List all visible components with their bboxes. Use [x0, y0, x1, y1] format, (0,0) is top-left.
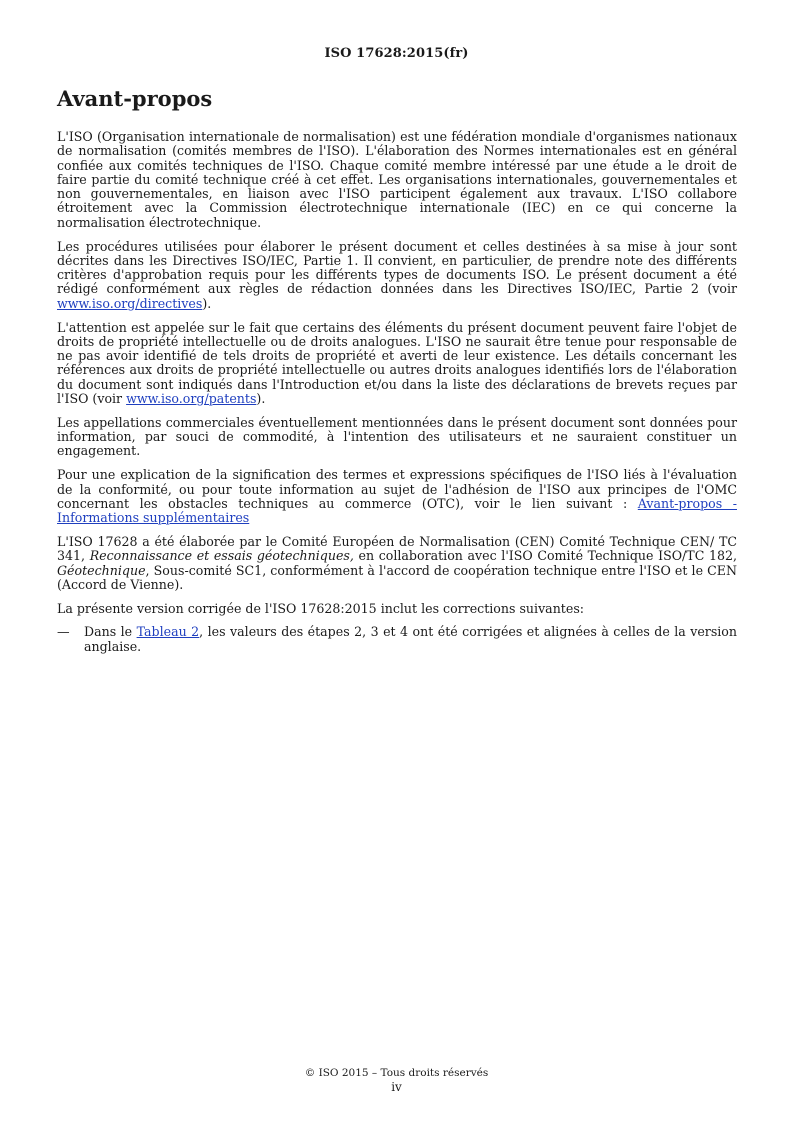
section-title: Avant-propos [57, 86, 213, 111]
paragraph-committee [57, 535, 737, 592]
paragraph-patents [57, 321, 737, 407]
paragraph-iso-intro: L'ISO (Organisation internationale de normalisation) est une fédération mondiale d'organismes nationaux de normalisation (comités membres de l'ISO). L'élaboration des Normes internationales est en général confiée aux comités techniques de l'ISO. Chaque comité membre intéressé par une étude a le droit de faire partie du comité technique créé à cet effet. Les organisations internationales, gouvernementales et non gouvernementales, en liaison avec l'ISO participent également aux travaux. L'ISO collabore étroitement avec la Commission électrotechnique internationale (IEC) en ce qui concerne la normalisation électrotechnique. [57, 129, 737, 230]
tableau-2-link[interactable]: Tableau 2 [136, 624, 200, 640]
list-item-before: Dans le [84, 624, 137, 640]
additional-info-link[interactable]: Avant-propos - Informations supplémentaires [57, 495, 737, 526]
list-item-after: , les valeurs des étapes 2, 3 et 4 ont été corrigées et alignées à celles de la version anglaise. [84, 624, 738, 654]
foreword-body [57, 130, 737, 654]
paragraph-procedures-text: Les procédures utilisées pour élaborer le présent document et celles destinées à sa mise à jour sont décrites dans les Directives ISO/IEC, Partie 1. Il convient, en particulier, de prendre note des différents critères d'approbation requis pour les différents types de documents ISO. Le présent document a été rédigé conformément aux règles de rédaction données dans les Directives ISO/IEC, Partie 2 (voir [57, 238, 737, 297]
paragraph-patents-text: L'attention est appelée sur le fait que certains des éléments du présent document peuvent faire l'objet de droits de propriété intellectuelle ou de droits analogues. L'ISO ne saurait être tenue pour responsable de ne pas avoir identifié de tels droits de propriété et averti de leur existence. Les détails concernant les références aux droits de propriété intellectuelle ou autres droits analogues identifiés lors de l'élaboration du document sont indiqués dans l'Introduction et/ou dans la liste des déclarations de brevets reçues par l'ISO (voir [57, 319, 737, 407]
paragraph-corrections-intro: La présente version corrigée de l'ISO 17628:2015 inclut les corrections suivantes: [57, 600, 585, 616]
paragraph-procedures-end: ). [202, 295, 212, 311]
committee-text-c: , Sous-comité SC1, conformément à l'accord de coopération technique entre l'ISO et le CEN (Accord de Vienne). [57, 562, 737, 592]
paragraph-conformity-text: Pour une explication de la signification des termes et expressions spécifiques de l'ISO liés à l'évaluation de la conformité, ou pour toute information au sujet de l'adhésion de l'ISO aux principes de l'OMC concernant les obstacles techniques au commerce (OTC), voir le lien suivant : [57, 467, 737, 511]
page-footer [0, 1066, 793, 1094]
list-item-text [84, 625, 737, 654]
geotechnique-italic: Géotechnique [57, 562, 146, 578]
em-dash-bullet: — [57, 624, 70, 640]
directives-link[interactable]: www.iso.org/directives [57, 295, 203, 311]
patents-link[interactable]: www.iso.org/patents [126, 391, 257, 407]
list-item [57, 625, 737, 654]
paragraph-trade-names: Les appellations commerciales éventuellement mentionnées dans le présent document sont données pour information, par souci de commodité, à l'intention des utilisateurs et ne sauraient constituer un engagement. [57, 414, 737, 459]
paragraph-procedures [57, 240, 737, 311]
committee-text-a: L'ISO 17628 a été élaborée par le Comité Européen de Normalisation (CEN) Comité Technique CEN/ TC 341, [57, 533, 737, 564]
paragraph-patents-end: ). [256, 391, 266, 407]
copyright-notice: © ISO 2015 – Tous droits réservés [304, 1067, 489, 1079]
committee-name-italic: Reconnaissance et essais géotechniques, [89, 548, 354, 564]
paragraph-conformity [57, 468, 737, 525]
page-number: iv [391, 1080, 402, 1094]
committee-text-b: en collaboration avec l'ISO Comité Technique ISO/TC 182, [353, 548, 738, 564]
standard-id-header: ISO 17628:2015(fr) [324, 46, 469, 61]
